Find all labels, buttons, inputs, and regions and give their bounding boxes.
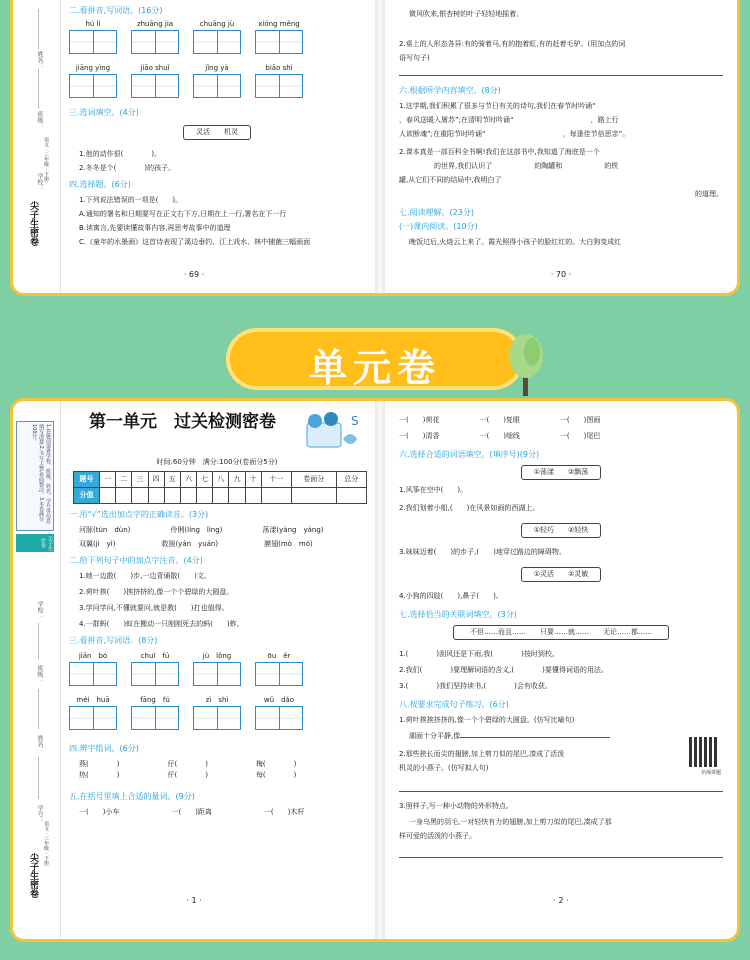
banner-title: 单元卷	[308, 346, 441, 390]
sidebar-brand: 尖子生密卷	[28, 201, 38, 246]
qr-code-icon[interactable]	[689, 737, 719, 767]
pinyin-label: xióng měng	[258, 20, 300, 28]
pinyin-group	[193, 695, 241, 730]
pinyin-group	[131, 19, 179, 54]
writing-boxes[interactable]	[255, 706, 303, 730]
measure-word-item: 一( )细线	[479, 432, 520, 440]
top-book-spread	[10, 0, 740, 296]
pinyin-group	[69, 695, 117, 730]
exam-info: 时间:60分钟 满分:100分(卷面分5分)	[156, 458, 278, 466]
exam-title: 第一单元 过关检测密卷	[89, 412, 276, 432]
measure-word-item: 一( )清香	[399, 432, 440, 440]
pinyin-group	[193, 651, 241, 686]
question-text: 4.小狗的四肢( ),鼻子( )。	[399, 592, 503, 600]
writing-boxes[interactable]	[131, 662, 179, 686]
score-row-label: 分值	[74, 488, 100, 504]
writing-boxes[interactable]	[255, 30, 303, 54]
bottom-left-sidebar	[13, 401, 61, 939]
page-number: · 1 ·	[186, 896, 202, 905]
question-text: 3.照样子,写一种小动物的外形特点。	[399, 802, 513, 810]
question-text: 2.那些狭长而尖的翅膀,加上剪刀似的尾巴,凑成了活泼	[399, 750, 565, 758]
score-cell[interactable]	[213, 488, 229, 504]
score-header: 题号	[74, 472, 100, 488]
score-cell[interactable]	[132, 488, 148, 504]
option-b: B.读寓言,先要读懂故事内容,再思考故事中的道理	[79, 224, 231, 232]
reading-choice[interactable]: 双翼(jì yì)	[79, 540, 116, 548]
pinyin-label: jù lǒng	[202, 652, 232, 660]
measure-word-item: 一( )尾巴	[559, 432, 601, 440]
word-options-box: ①荡漾 ②飘荡	[521, 465, 602, 480]
score-header: 三	[132, 472, 148, 488]
page-2	[385, 401, 737, 939]
score-cell[interactable]	[261, 488, 291, 504]
score-header-row	[74, 472, 367, 488]
question-text: 3.学问学问,不懂就要问,就是教( )打也值得。	[79, 604, 229, 612]
page-70	[385, 0, 737, 293]
sidebar-line	[38, 689, 39, 729]
sidebar-line	[38, 757, 39, 799]
score-cell[interactable]	[292, 488, 337, 504]
section-title: 四.选择题。(6分)	[69, 180, 131, 189]
question-text: 一身乌黑的羽毛,一对轻快有力的翅膀,加上剪刀似的尾巴,凑成了那	[409, 818, 612, 826]
question-text: 1.这学期,我们积累了很多与节日有关的诗句,我们在春节时吟诵“	[399, 102, 596, 110]
score-cell[interactable]	[148, 488, 164, 504]
qr-code-label: 名师讲题	[700, 770, 721, 776]
answer-line[interactable]	[399, 75, 723, 76]
score-header: 卷面分	[292, 472, 337, 488]
options-box-wrap	[399, 567, 723, 582]
writing-boxes[interactable]	[69, 706, 117, 730]
score-table	[73, 471, 367, 504]
section-title: 七.阅读理解。(23分)	[399, 208, 474, 217]
question-text: 2.我们划着小船,( )在风景如画的西湖上。	[399, 504, 540, 512]
word-pair-item: 梅( )	[255, 760, 297, 768]
pinyin-group	[131, 63, 179, 98]
question-text: ，春风送暖入屠苏”;在清明节时吟诵“ ，路上行	[399, 116, 619, 124]
reading-kids-illustration	[297, 409, 363, 453]
page-1	[13, 401, 375, 939]
pinyin-group	[255, 63, 303, 98]
top-left-sidebar	[13, 0, 61, 293]
measure-word-item: 一( )木杆	[263, 808, 305, 816]
sidebar-brand: 尖子生密卷	[28, 853, 38, 898]
pinyin-group	[69, 63, 117, 98]
pinyin-group	[131, 695, 179, 730]
score-header: 四	[148, 472, 164, 488]
score-header: 一	[100, 472, 116, 488]
question-text: 3.( )我们坚持读书,( )会有收获。	[399, 682, 552, 690]
word-pair	[79, 759, 119, 781]
writing-boxes[interactable]	[131, 30, 179, 54]
pinyin-label: jiāo shuǐ	[140, 64, 170, 72]
score-cell[interactable]	[116, 488, 132, 504]
question-text: 4.一群蚂( )蚁在搬动一只刚刚死去的蚂( )蚱。	[79, 620, 244, 628]
question-text: 2.课本真是一部百科全书啊!我们在这部书中,我知道了海底是一个	[399, 148, 600, 156]
question-text: 2.桌上的人形态各异:有的骑着马,有的抱着虹,有的赶着毛驴。(用加点的词	[399, 40, 626, 48]
word-pair-item: 仔( )	[167, 760, 208, 768]
pinyin-group	[131, 651, 179, 686]
question-text: 1.下列说法错误的一项是( )。	[79, 196, 183, 204]
sidebar-label-id: 学号：	[36, 805, 43, 823]
sidebar-line	[38, 9, 39, 49]
measure-word-item: 一( )距离	[171, 808, 212, 816]
question-text: 罐,从它们不同的结局中,我明白了	[399, 176, 502, 184]
writing-boxes[interactable]	[69, 74, 117, 98]
word-pair-item: 热( )	[79, 771, 120, 779]
reading-choice[interactable]: 荡漾(yàng yáng)	[262, 526, 324, 534]
reading-choice[interactable]: 河豚(tún dùn)	[79, 526, 131, 534]
measure-word-row	[399, 431, 723, 442]
word-pair-item: 每( )	[255, 771, 297, 779]
section-title: 二.看拼音,写词语。(16分)	[69, 6, 163, 15]
score-header: 八	[213, 472, 229, 488]
pinyin-label: chuī fú	[140, 652, 170, 660]
word-pair-item: 燕( )	[79, 760, 120, 768]
score-header: 九	[229, 472, 245, 488]
writing-boxes[interactable]	[255, 74, 303, 98]
score-cell[interactable]	[197, 488, 213, 504]
options-box-wrap	[399, 523, 723, 538]
score-header: 七	[197, 472, 213, 488]
section-title: 八.按要求完成句子练习。(6分)	[399, 700, 509, 709]
reading-row	[69, 525, 365, 536]
reading-choice[interactable]: 伶俐(líng lìng)	[170, 526, 223, 534]
section-title: 三.选词填空。(4分)	[69, 108, 139, 117]
question-text: 微风吹来,银杏树的叶子轻轻地摇着。	[409, 10, 524, 18]
pinyin-label: wǔ dǎo	[263, 696, 295, 704]
sidebar-teal-badge: 尖子生密卷	[16, 534, 54, 552]
pinyin-row	[69, 695, 365, 730]
sidebar-line	[38, 69, 39, 109]
measure-word-item: 一( )复眼	[479, 416, 520, 424]
pinyin-label: ōu ěr	[267, 652, 291, 660]
writing-boxes[interactable]	[193, 30, 241, 54]
book-spine	[375, 401, 385, 939]
writing-boxes[interactable]	[193, 706, 241, 730]
options-box-wrap	[69, 125, 365, 140]
sidebar-grade: 语文 · 三年级 · 下册	[43, 137, 49, 182]
option-a: A.通知的署名和日期要写在正文右下方,日期在上一行,署名在下一行	[79, 210, 287, 218]
measure-word-item: 一( )图画	[559, 416, 601, 424]
score-value-row	[74, 488, 367, 504]
pinyin-group	[255, 19, 303, 54]
question-text: 1.( )刮风还是下雨,我( )按时到校。	[399, 650, 559, 658]
answer-line[interactable]	[399, 791, 723, 792]
pinyin-label: jǐng yà	[205, 64, 229, 72]
pinyin-label: jiāng yìng	[75, 64, 111, 72]
question-text: 2.荷叶挨( )挨挤挤的,像一个个碧绿的大圆盘。	[79, 588, 234, 596]
measure-word-row	[69, 807, 365, 818]
question-text: 1.风筝在空中( )。	[399, 486, 468, 494]
pinyin-group	[255, 651, 303, 686]
score-header: 二	[116, 472, 132, 488]
measure-word-item: 一( )小车	[79, 808, 120, 816]
sidebar-label-name: 姓名：	[36, 51, 43, 69]
option-c: C.《童年的水墨画》这首诗表现了溪边垂钓、江上戏水、林中捕菌三幅画面	[79, 238, 311, 246]
sentence-start: 湖面十分平静,像	[409, 732, 461, 740]
score-header: 五	[164, 472, 180, 488]
pinyin-label: fāng fú	[140, 696, 170, 704]
score-cell[interactable]	[164, 488, 180, 504]
question-text: 1.他的动作很( )。	[79, 150, 162, 158]
reading-passage: 晚饭过后,火烧云上来了。霞光照得小孩子的脸红红的。大白狗变成红	[409, 238, 622, 246]
question-text	[399, 731, 683, 742]
word-options-box: ①轻巧 ②轻快	[521, 523, 602, 538]
question-text: 样可爱的活泼的小燕子。	[399, 832, 476, 840]
writing-boxes[interactable]	[69, 30, 117, 54]
question-text: 2.我们( )要理解词语的含义,( )要懂得词语的用法。	[399, 666, 608, 674]
sidebar-notes: 1.答题前请将学校、班级、姓名、学号等信息填写清楚;2.书写工整,卷面整洁。3.本卷满分100分。	[16, 421, 54, 531]
sidebar-label-name: 姓名：	[36, 735, 43, 753]
question-text: 的世界,我们认识了 的陶罐和 的铁	[399, 162, 619, 170]
pinyin-group	[193, 19, 241, 54]
writing-boxes[interactable]	[255, 662, 303, 686]
section-title: 六.根据所学内容填空。(8分)	[399, 86, 501, 95]
svg-text:S: S	[351, 414, 359, 428]
pinyin-label: zhuāng jia	[136, 20, 174, 28]
word-options-box: 灵活 机灵	[183, 125, 251, 140]
score-cell[interactable]	[336, 488, 366, 504]
page-69	[13, 0, 375, 293]
word-pair-row	[69, 759, 365, 781]
measure-word-item: 一( )荷花	[399, 416, 440, 424]
unit-exam-banner	[226, 328, 524, 390]
page-number: · 2 ·	[553, 896, 569, 905]
pinyin-row	[69, 63, 365, 98]
word-pair	[167, 759, 207, 781]
reading-choice[interactable]: 救援(yán yuán)	[161, 540, 219, 548]
section-title: 七.选择恰当的关联词填空。(3分)	[399, 610, 517, 619]
writing-boxes[interactable]	[69, 662, 117, 686]
reading-choice[interactable]: 膜翅(mò mó)	[264, 540, 313, 548]
word-pair-item: 仟( )	[167, 771, 208, 779]
pinyin-row	[69, 19, 365, 54]
pinyin-group	[255, 695, 303, 730]
pinyin-label: méi huā	[76, 696, 110, 704]
section-title: 一.用“√”选出加点字的正确读音。(3分)	[69, 510, 209, 519]
section-title: 二.给下列句子中的加点字注音。(4分)	[69, 556, 203, 565]
score-cell[interactable]	[245, 488, 261, 504]
book-spine	[375, 0, 385, 293]
section-title: 六.选择合适的词语填空。(填序号)(9分)	[399, 450, 540, 459]
question-text: 机灵的小燕子。(仿写拟人句)	[399, 764, 489, 772]
writing-boxes[interactable]	[193, 662, 241, 686]
page-number: · 70 ·	[550, 270, 572, 279]
question-text: 1.荷叶挨挨挤挤的,像一个个碧绿的大圆盘。(仿写比喻句)	[399, 716, 575, 724]
score-cell[interactable]	[100, 488, 116, 504]
question-text: 2.冬冬是个( )的孩子。	[79, 164, 176, 172]
page-number: · 69 ·	[183, 270, 205, 279]
pinyin-group	[69, 19, 117, 54]
options-box-wrap	[399, 465, 723, 480]
question-text: 语写句子)	[399, 54, 430, 62]
pinyin-group	[69, 651, 117, 686]
answer-line[interactable]	[399, 857, 723, 858]
sidebar-label-school: 学校：	[36, 601, 43, 619]
options-box-wrap	[399, 625, 723, 640]
pinyin-label: biāo shì	[265, 64, 293, 72]
writing-boxes[interactable]	[131, 706, 179, 730]
conjunction-options-box: 不但……而且…… 只要……就…… 无论……都……	[453, 625, 669, 640]
writing-boxes[interactable]	[131, 74, 179, 98]
score-header: 十	[245, 472, 261, 488]
sidebar-label-class: 班级：	[36, 111, 43, 129]
question-text: 3.妹妹迈着( )的步子,( )地穿过路边的障碍物。	[399, 548, 566, 556]
section-title: 五.在括号里填上合适的量词。(9分)	[69, 792, 195, 801]
sidebar-grade: 语文 · 三年级 · 下册	[43, 821, 49, 866]
sidebar-label-class: 班级：	[36, 665, 43, 683]
pinyin-group	[193, 63, 241, 98]
question-text: 的道理。	[695, 190, 723, 198]
sidebar-label-school: 学校：	[36, 173, 43, 191]
sidebar-line	[38, 623, 39, 659]
pinyin-label: zì shì	[205, 696, 229, 704]
subsection-title: (一)课内阅读。(10分)	[399, 222, 478, 231]
reading-row	[69, 539, 365, 550]
word-pair	[256, 759, 296, 781]
score-header: 总分	[336, 472, 366, 488]
score-header: 十一	[261, 472, 291, 488]
writing-boxes[interactable]	[193, 74, 241, 98]
pinyin-row	[69, 651, 365, 686]
question-text: 人欲断魂”;在重阳节时吟诵“ ，每逢佳节倍思亲”。	[399, 130, 630, 138]
answer-line[interactable]	[460, 737, 610, 738]
question-text: 1.她一边散( )步,一边背诵散( )文。	[79, 572, 211, 580]
score-cell[interactable]	[180, 488, 196, 504]
pinyin-label: chuāng jù	[199, 20, 235, 28]
section-title: 四.辨字组词。(6分)	[69, 744, 139, 753]
word-options-box: ①灵活 ②灵敏	[521, 567, 602, 582]
pinyin-label: hú li	[85, 20, 101, 28]
score-header: 六	[180, 472, 196, 488]
section-title: 三.看拼音,写词语。(8分)	[69, 636, 158, 645]
tree-icon	[506, 332, 546, 396]
bottom-book-spread	[10, 398, 740, 942]
score-cell[interactable]	[229, 488, 245, 504]
pinyin-label: jiān bó	[78, 652, 108, 660]
measure-word-row	[399, 415, 723, 426]
